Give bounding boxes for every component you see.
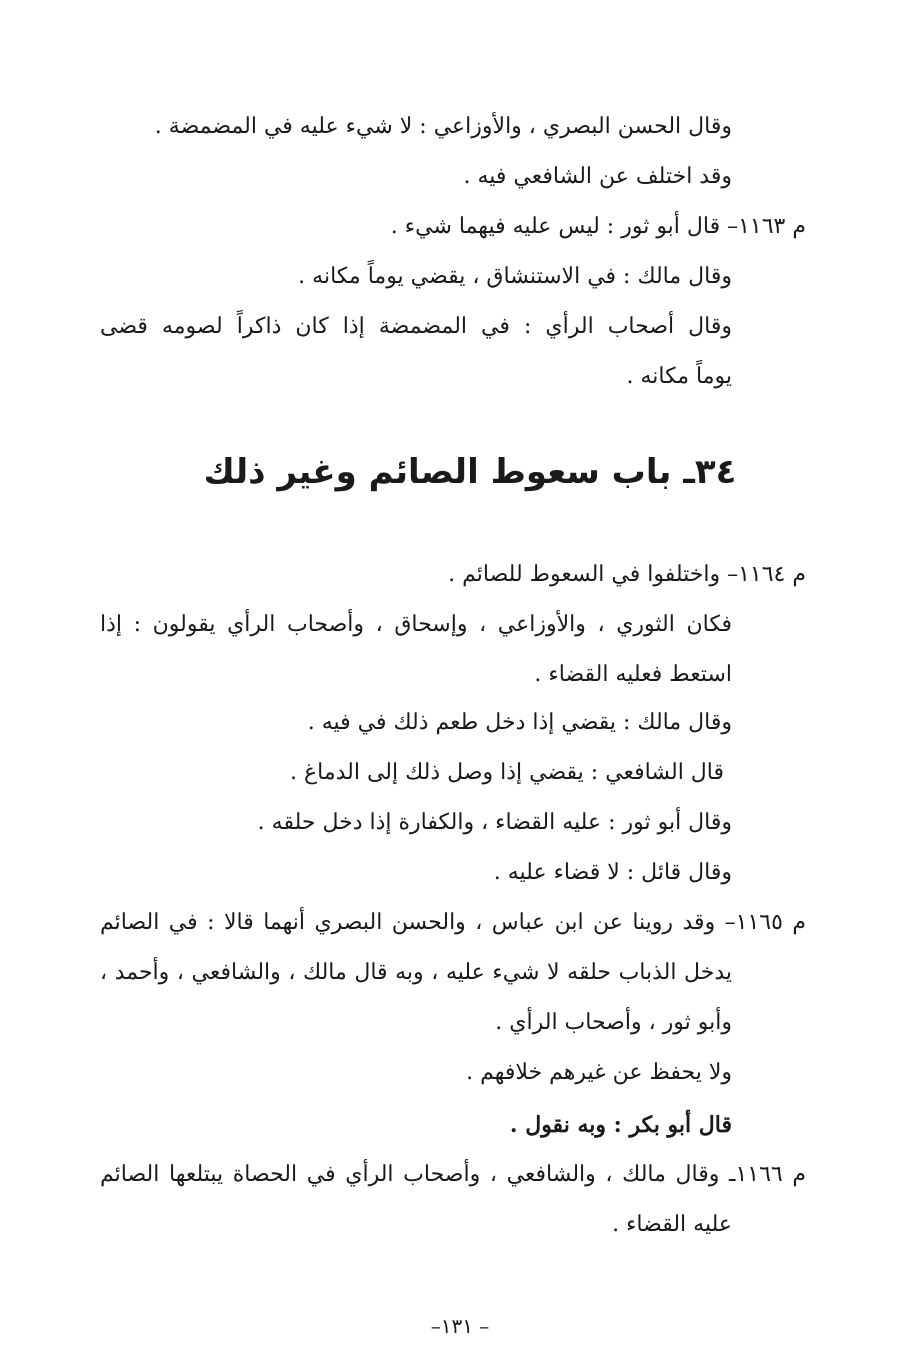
text-line: م ١١٦٦ـ وقال مالك ، والشافعي ، وأصحاب الرأي في الحصاة يبتلعها الصائم <box>100 1162 806 1187</box>
text-line: وأبو ثور ، وأصحاب الرأي . <box>495 1010 732 1035</box>
page-number: –١٣١ – <box>430 1314 490 1338</box>
text-line: م ١١٦٥– وقد روينا عن ابن عباس ، والحسن البصري أنهما قالا : في الصائم <box>100 910 806 935</box>
text-line: قال الشافعي : يقضي إذا وصل ذلك إلى الدماغ . <box>290 760 724 785</box>
text-line: وقال الحسن البصري ، والأوزاعي : لا شيء عليه في المضمضة . <box>154 114 732 139</box>
text-line: وقال مالك : في الاستنشاق ، يقضي يوماً مكانه . <box>298 264 732 289</box>
section-heading: ٣٤ـ باب سعوط الصائم وغير ذلك <box>203 452 737 492</box>
text-line: وقال أبو ثور : عليه القضاء ، والكفارة إذا دخل حلقه . <box>257 810 732 835</box>
text-line: وقال قائل : لا قضاء عليه . <box>493 860 732 885</box>
text-line: يوماً مكانه . <box>626 364 732 389</box>
text-line: وقال أصحاب الرأي : في المضمضة إذا كان ذاكراً لصومه قضى <box>100 314 732 339</box>
text-line: فكان الثوري ، والأوزاعي ، وإسحاق ، وأصحاب الرأي يقولون : إذا <box>100 612 732 637</box>
text-line: قال أبو بكر : وبه نقول . <box>509 1112 732 1138</box>
text-line: استعط فعليه القضاء . <box>534 662 732 687</box>
text-line: وقال مالك : يقضي إذا دخل طعم ذلك في فيه . <box>307 710 732 735</box>
text-line: ولا يحفظ عن غيرهم خلافهم . <box>466 1060 732 1085</box>
text-line: وقد اختلف عن الشافعي فيه . <box>463 164 732 189</box>
text-line: يدخل الذباب حلقه لا شيء عليه ، وبه قال مالك ، والشافعي ، وأحمد ، <box>100 960 732 985</box>
text-line: م ١١٦٣– قال أبو ثور : ليس عليه فيهما شيء . <box>390 214 806 239</box>
text-line: م ١١٦٤– واختلفوا في السعوط للصائم . <box>448 562 806 587</box>
text-line: عليه القضاء . <box>612 1212 732 1237</box>
